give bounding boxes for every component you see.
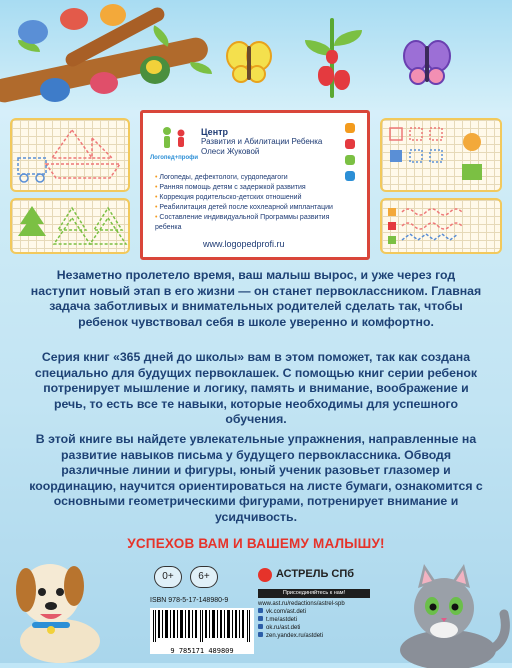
svg-text:Логопед+профи: Логопед+профи — [149, 155, 199, 161]
book-description-paragraph: В этой книге вы найдете увлекательные упражнения, направленные на развитие навыков письма у будущего первоклассника. Обводя различные линии и фигуры, юный ученик разовьет глазомер и координацию, научится ориентироваться на листе бумаги, ознакомится с основными геометрическими фигурами, потренирует внимание и усидчивость. — [29, 432, 483, 524]
color-badge — [345, 171, 355, 181]
color-badge — [345, 123, 355, 133]
color-badge — [345, 139, 355, 149]
age-rating-badge: 0+ — [154, 566, 182, 588]
bird-icon — [100, 4, 126, 26]
bird-icon — [40, 78, 70, 102]
butterfly-icon — [404, 40, 450, 91]
badge-column — [345, 123, 359, 187]
list-item: • Составление индивидуальной Программы развития ребенка — [155, 213, 335, 233]
zen-icon — [258, 632, 263, 637]
logoped-profi-ad-box — [140, 110, 370, 260]
logoped-profi-logo — [149, 123, 199, 163]
link-text[interactable]: ok.ru/ast.deti — [266, 625, 301, 631]
isbn-text: ISBN 978-5-17-148980-9 — [150, 597, 229, 604]
list-item: • Реабилитация детей после кохлеарной имплантации — [155, 203, 335, 213]
age-recommendation-badge: 6+ — [190, 566, 218, 588]
worksheet-preview-waves — [380, 198, 502, 254]
website-link[interactable]: www.logopedprofi.ru — [203, 239, 285, 249]
bird-icon — [18, 20, 48, 44]
ok-icon — [258, 624, 263, 629]
slogan: УСПЕХОВ ВАМ И ВАШЕМУ МАЛЫШУ! — [127, 536, 385, 551]
vk-icon — [258, 608, 263, 613]
list-item: • Ранняя помощь детям с задержкой развития — [155, 183, 335, 193]
publisher-mark-icon — [258, 568, 272, 582]
worksheet-preview-squares — [380, 118, 502, 192]
barcode-number: 9 785171 489809 — [170, 647, 234, 655]
list-item[interactable] — [258, 632, 376, 640]
link-text[interactable]: vk.com/ast.deti — [266, 609, 307, 615]
link-text[interactable]: t.me/astdeti — [266, 617, 298, 623]
worksheet-preview-trees — [10, 198, 130, 254]
worksheet-preview-vehicles — [10, 118, 130, 192]
list-item[interactable] — [258, 600, 376, 608]
publisher-links — [258, 600, 376, 640]
list-item[interactable] — [258, 616, 376, 624]
list-item: • Коррекция родительско-детских отношений — [155, 193, 335, 203]
butterfly-icon — [226, 40, 272, 89]
cat-icon — [378, 560, 512, 663]
bird-icon — [60, 8, 88, 30]
center-title-line1: Центр — [201, 127, 229, 137]
link-text[interactable]: www.ast.ru/redactions/astrel-spb — [258, 601, 345, 607]
list-item: • Логопеды, дефектологи, сурдопедагоги — [155, 173, 335, 183]
list-item[interactable] — [258, 624, 376, 632]
publisher-name: АСТРЕЛЬ СПб — [276, 568, 355, 580]
link-text[interactable]: zen.yandex.ru/astdeti — [266, 633, 324, 639]
publisher-logo — [258, 568, 368, 584]
dog-icon — [0, 546, 120, 663]
bird-icon — [146, 60, 162, 74]
color-badge — [345, 155, 355, 165]
center-title — [201, 127, 322, 157]
bird-icon — [90, 72, 118, 94]
center-title-line3: Олеси Жуковой — [201, 147, 260, 156]
telegram-icon — [258, 616, 263, 621]
intro-paragraph: Незаметно пролетело время, ваш малыш вырос, и уже через год наступит новый этап в его жизни — он станет первоклассником. Главная задача заботливых и внимательных родителей сделать так, чтобы ребенок чувствовал себя в школе уверенно и комфортно. — [30, 268, 482, 329]
services-list — [155, 173, 335, 233]
list-item[interactable] — [258, 608, 376, 616]
series-paragraph: Серия книг «365 дней до школы» вам в этом поможет, так как создана специально для будущих первоклашек. С помощью книг серии ребенок потренирует мышление и логику, память и внимание, воображение и речь, то есть все те навыки, которые необходимы для успешного обучения. — [34, 350, 478, 426]
join-us-banner: Присоединяйтесь к нам! — [258, 589, 370, 598]
barcode-icon — [150, 608, 254, 654]
center-title-line2: Развития и Абилитации Ребенка — [201, 137, 323, 146]
